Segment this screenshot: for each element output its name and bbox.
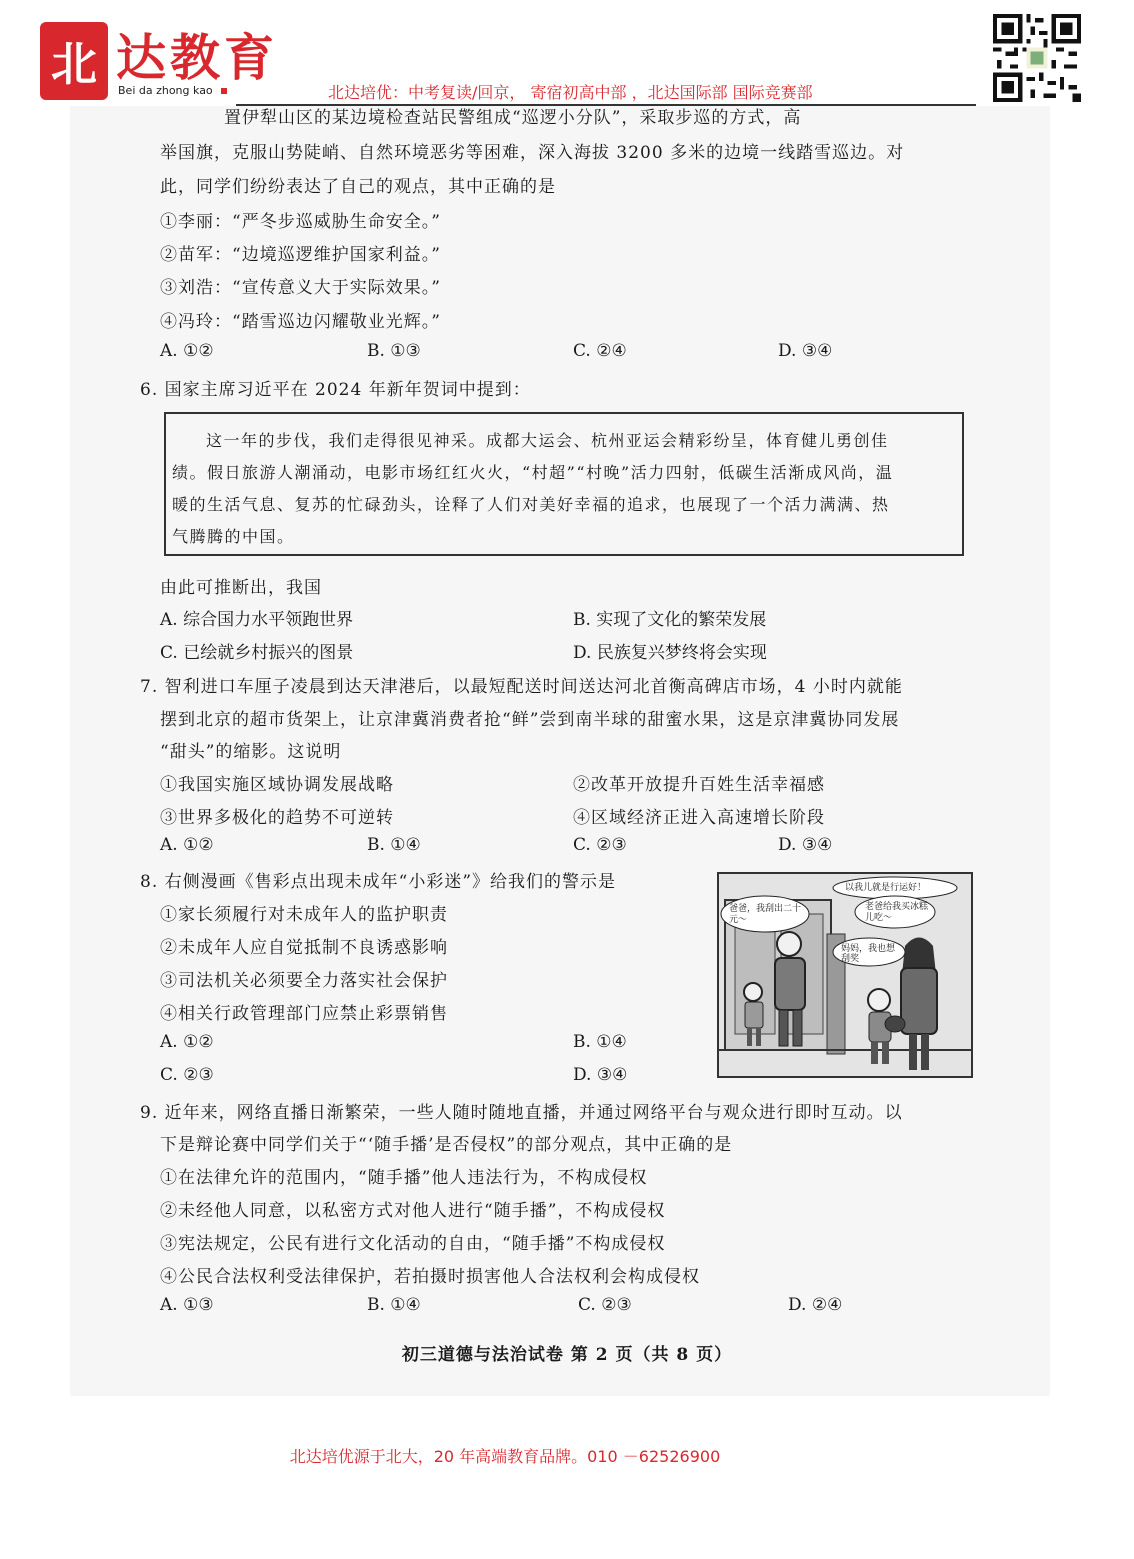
q8-stem: 8. 右侧漫画《售彩点出现未成年“小彩迷”》给我们的警示是 (140, 872, 617, 892)
q7-stem-line: 摆到北京的超市货架上，让京津冀消费者抢“鲜”尝到南半球的甜蜜水果，这是京津冀协同发展 (160, 710, 900, 730)
q9-option-c: C. ②③ (578, 1295, 632, 1315)
q7-item: ②改革开放提升百姓生活幸福感 (573, 775, 825, 795)
q5-item: ②苗军：“边境巡逻维护国家利益。” (160, 245, 441, 265)
cartoon-bubble-left: 爸爸，我刮出二十元～ (729, 904, 802, 925)
q5-option-a: A. ①② (160, 341, 214, 361)
q5-option-c: C. ②④ (573, 341, 627, 361)
q7-item: ①我国实施区域协调发展战略 (160, 775, 394, 795)
q8-item: ①家长须履行对未成年人的监护职责 (160, 905, 448, 925)
q6-quote-line: 气腾腾的中国。 (172, 527, 295, 546)
q8-option-b: B. ①④ (573, 1032, 627, 1052)
q6-quote-line: 绩。假日旅游人潮涌动，电影市场红红火火，“村超”“村晚”活力四射，低碳生活渐成风尚，温 (172, 463, 894, 482)
q7-stem-line: “甜头”的缩影。这说明 (160, 742, 342, 762)
q6-option-d: D. 民族复兴梦终将会实现 (573, 643, 767, 663)
q9-stem-line: 9. 近年来，网络直播日渐繁荣，一些人随时随地直播，并通过网络平台与观众进行即时互动。以 (140, 1103, 903, 1123)
q9-option-d: D. ②④ (788, 1295, 843, 1315)
q7-stem-line: 7. 智利进口车厘子凌晨到达天津港后，以最短配送时间送达河北首衡高碑店市场，4 小时内就能 (140, 677, 903, 697)
q9-stem-line: 下是辩论赛中同学们关于“‘随手播’是否侵权”的部分观点，其中正确的是 (160, 1135, 733, 1155)
q5-item: ④冯玲：“踏雪巡边闪耀敬业光辉。” (160, 312, 441, 332)
q9-item: ③宪法规定，公民有进行文化活动的自由，“随手播”不构成侵权 (160, 1234, 666, 1254)
q5-stem-line: 举国旗，克服山势陡峭、自然环境恶劣等困难，深入海拔 3200 多米的边境一线踏雪巡边。对 (160, 143, 905, 163)
footer-advertisement: 北达培优源于北大，20 年高端教育品牌。010 －62526900 (289, 1447, 721, 1466)
q9-item: ②未经他人同意，以私密方式对他人进行“随手播”，不构成侵权 (160, 1201, 666, 1221)
q8-cartoon (717, 872, 973, 1078)
q8-item: ③司法机关必须要全力落实社会保护 (160, 971, 448, 991)
q7-option-b: B. ①④ (367, 835, 421, 855)
q6-lead: 由此可推断出，我国 (160, 578, 322, 598)
q5-option-b: B. ①③ (367, 341, 421, 361)
q7-option-a: A. ①② (160, 835, 214, 855)
q7-item: ③世界多极化的趋势不可逆转 (160, 808, 394, 828)
q9-item: ①在法律允许的范围内，“随手播”他人违法行为，不构成侵权 (160, 1168, 648, 1188)
q6-option-c: C. 已绘就乡村振兴的图景 (160, 643, 354, 663)
q5-stem-line: 此，同学们纷纷表达了自己的观点，其中正确的是 (160, 177, 556, 197)
qr-code-icon (993, 14, 1081, 102)
brand-logo-subtitle: Bei da zhong kao (118, 84, 227, 97)
q7-option-d: D. ③④ (778, 835, 833, 855)
page-number-label: 初三道德与法治试卷 第 2 页（共 8 页） (401, 1345, 733, 1365)
q6-stem: 6. 国家主席习近平在 2024 年新年贺词中提到： (140, 380, 531, 400)
q5-option-d: D. ③④ (778, 341, 833, 361)
brand-logo-text: 达教育 (116, 28, 278, 87)
q6-option-b: B. 实现了文化的繁荣发展 (573, 610, 767, 630)
q6-quote-line: 暖的生活气息、复苏的忙碌劲头，诠释了人们对美好幸福的追求，也展现了一个活力满满、热 (172, 495, 890, 514)
brand-logo-mark: 北 (40, 22, 108, 100)
q8-option-d: D. ③④ (573, 1065, 628, 1085)
q8-item: ④相关行政管理部门应禁止彩票销售 (160, 1004, 448, 1024)
q7-option-c: C. ②③ (573, 835, 627, 855)
q8-item: ②未成年人应自觉抵制不良诱惑影响 (160, 938, 448, 958)
q6-option-a: A. 综合国力水平领跑世界 (160, 610, 354, 630)
q5-item: ①李丽：“严冬步巡威胁生命安全。” (160, 212, 441, 232)
cartoon-bubble-mom: 妈妈，我也想刮奖 (841, 944, 896, 964)
q9-option-a: A. ①③ (160, 1295, 214, 1315)
q8-option-c: C. ②③ (160, 1065, 214, 1085)
q7-item: ④区域经济正进入高速增长阶段 (573, 808, 825, 828)
cartoon-bubble-right: 老爸给我买冰糕儿吃～ (865, 902, 929, 923)
cartoon-bubble-top: 以我儿就是行运好！ (845, 883, 927, 893)
q6-quote-line: 这一年的步伐，我们走得很见神采。成都大运会、杭州亚运会精彩纷呈，体育健儿勇创佳 (206, 431, 889, 450)
q5-item: ③刘浩：“宣传意义大于实际效果。” (160, 278, 441, 298)
q5-stem-line: 置伊犁山区的某边境检查站民警组成“巡逻小分队”，采取步巡的方式，高 (224, 108, 802, 128)
q8-option-a: A. ①② (160, 1032, 214, 1052)
q6-quote-box (164, 412, 964, 556)
header-slogan: 北达培优：中考复读/回京， 寄宿初高中部 ，北达国际部 国际竞赛部 (328, 83, 813, 102)
q9-option-b: B. ①④ (367, 1295, 421, 1315)
q9-item: ④公民合法权利受法律保护，若拍摄时损害他人合法权利会构成侵权 (160, 1267, 700, 1287)
